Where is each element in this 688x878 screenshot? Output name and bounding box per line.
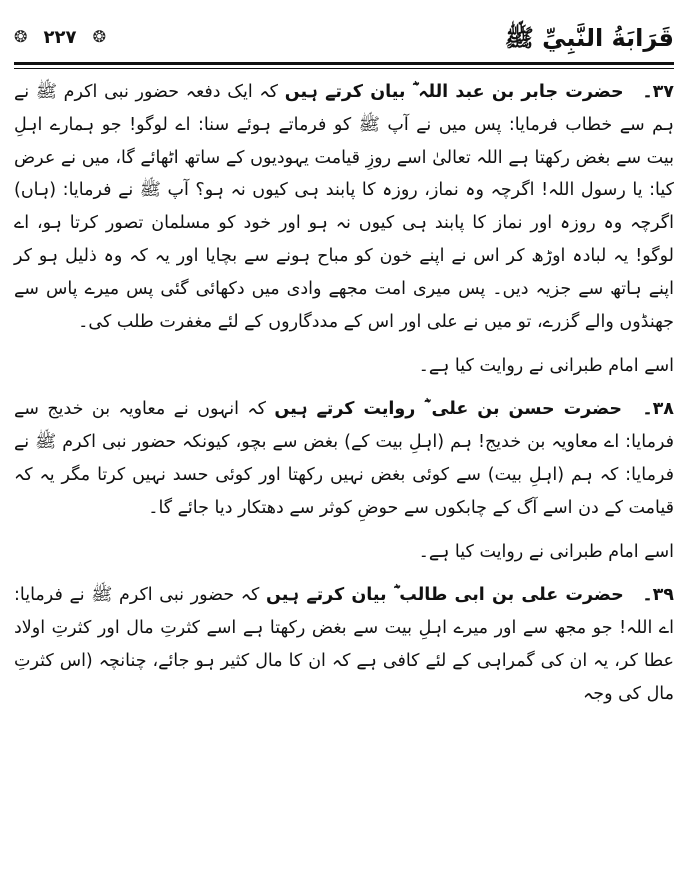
hadith-text: کہ ایک دفعہ حضور نبی اکرم ﷺ نے ہم سے خطاب فرمایا: پس میں نے آپ ﷺ کو فرماتے ہوئے سنا: اے لوگو! جو ہمارے اہلِ بیت سے بغض رکھتا ہے اللہ تعالیٰ اسے روزِ قیامت یہودیوں کے ساتھ اٹھائے گا، میں نے عرض کیا: یا رسول اللہ! اگرچہ وہ نماز، روزہ کا پابند ہی کیوں نہ ہو؟ آپ ﷺ نے فرمایا: (ہاں) اگرچہ وہ روزہ اور نماز کا پابند ہی کیوں نہ ہو اور خود کو مسلمان تصور کرتا ہو، اے لوگو! یہ لبادہ اوڑھ کر اس نے اپنے خون کو مباح ہونے سے بچایا اور یہ کہ وہ ذلیل ہو کر اپنے ہاتھ سے جزیہ دیں۔ پس میری امت مجھے وادی میں دکھائی گئی پس میرے پاس سے جھنڈوں والے گزرے، تو میں نے علی اور اس کے مددگاروں کے لئے مغفرت طلب کی۔ [14, 82, 674, 332]
hadith-37 [14, 76, 674, 338]
ornament-icon: ❂ [14, 27, 28, 46]
reference-line: اسے امام طبرانی نے روایت کیا ہے۔ [418, 542, 674, 563]
hadith-38 [14, 393, 674, 524]
hadith-text: کہ حضور نبی اکرم ﷺ نے فرمایا: اے اللہ! جو مجھ سے اور میرے اہلِ بیت سے بغض رکھتا ہے اسے کثرتِ مال اور کثرتِ اولاد عطا کر، یہ ان کی گمراہی کے لئے کافی ہے کہ ان کا مال کثیر ہو جائے، چنانچہ (اس کثرتِ مال کی وجہ [14, 585, 674, 704]
narrator-line: حضرت علی بن ابی طالب ؓ بیان کرتے ہیں [266, 585, 624, 606]
page-number-block [14, 24, 106, 50]
hadith-number: ۳۸۔ [642, 399, 674, 420]
page-body [14, 76, 674, 874]
reference-line: اسے امام طبرانی نے روایت کیا ہے۔ [418, 356, 674, 377]
page-number: ۲۲۷ [43, 26, 77, 48]
narrator-line: حضرت حسن بن علی ؓ روایت کرتے ہیں [274, 399, 622, 420]
book-title: قَرَابَةُ النَّبِيِّ ﷺ [504, 24, 674, 52]
ornament-icon: ❂ [92, 27, 106, 46]
hadith-text: کہ انہوں نے معاویہ بن خدیج سے فرمایا: اے معاویہ بن خدیج! ہم (اہلِ بیت کے) بغض سے بچو، کیونکہ حضور نبی اکرم ﷺ نے فرمایا: کہ ہم (اہلِ بیت) سے کوئی بغض نہیں رکھتا اور کوئی حسد نہیں کرتا مگر یہ کہ قیامت کے دن اسے آگ کے چابکوں سے حوضِ کوثر سے دھتکار دیا جائے گا۔ [14, 399, 674, 518]
hadith-number: ۳۷۔ [642, 82, 674, 102]
page-header [14, 18, 674, 58]
hadith-39 [14, 579, 674, 710]
header-divider [14, 62, 674, 68]
hadith-number: ۳۹۔ [642, 585, 674, 606]
narrator-line: حضرت جابر بن عبد اللہ ؓ بیان کرتے ہیں [284, 82, 624, 102]
